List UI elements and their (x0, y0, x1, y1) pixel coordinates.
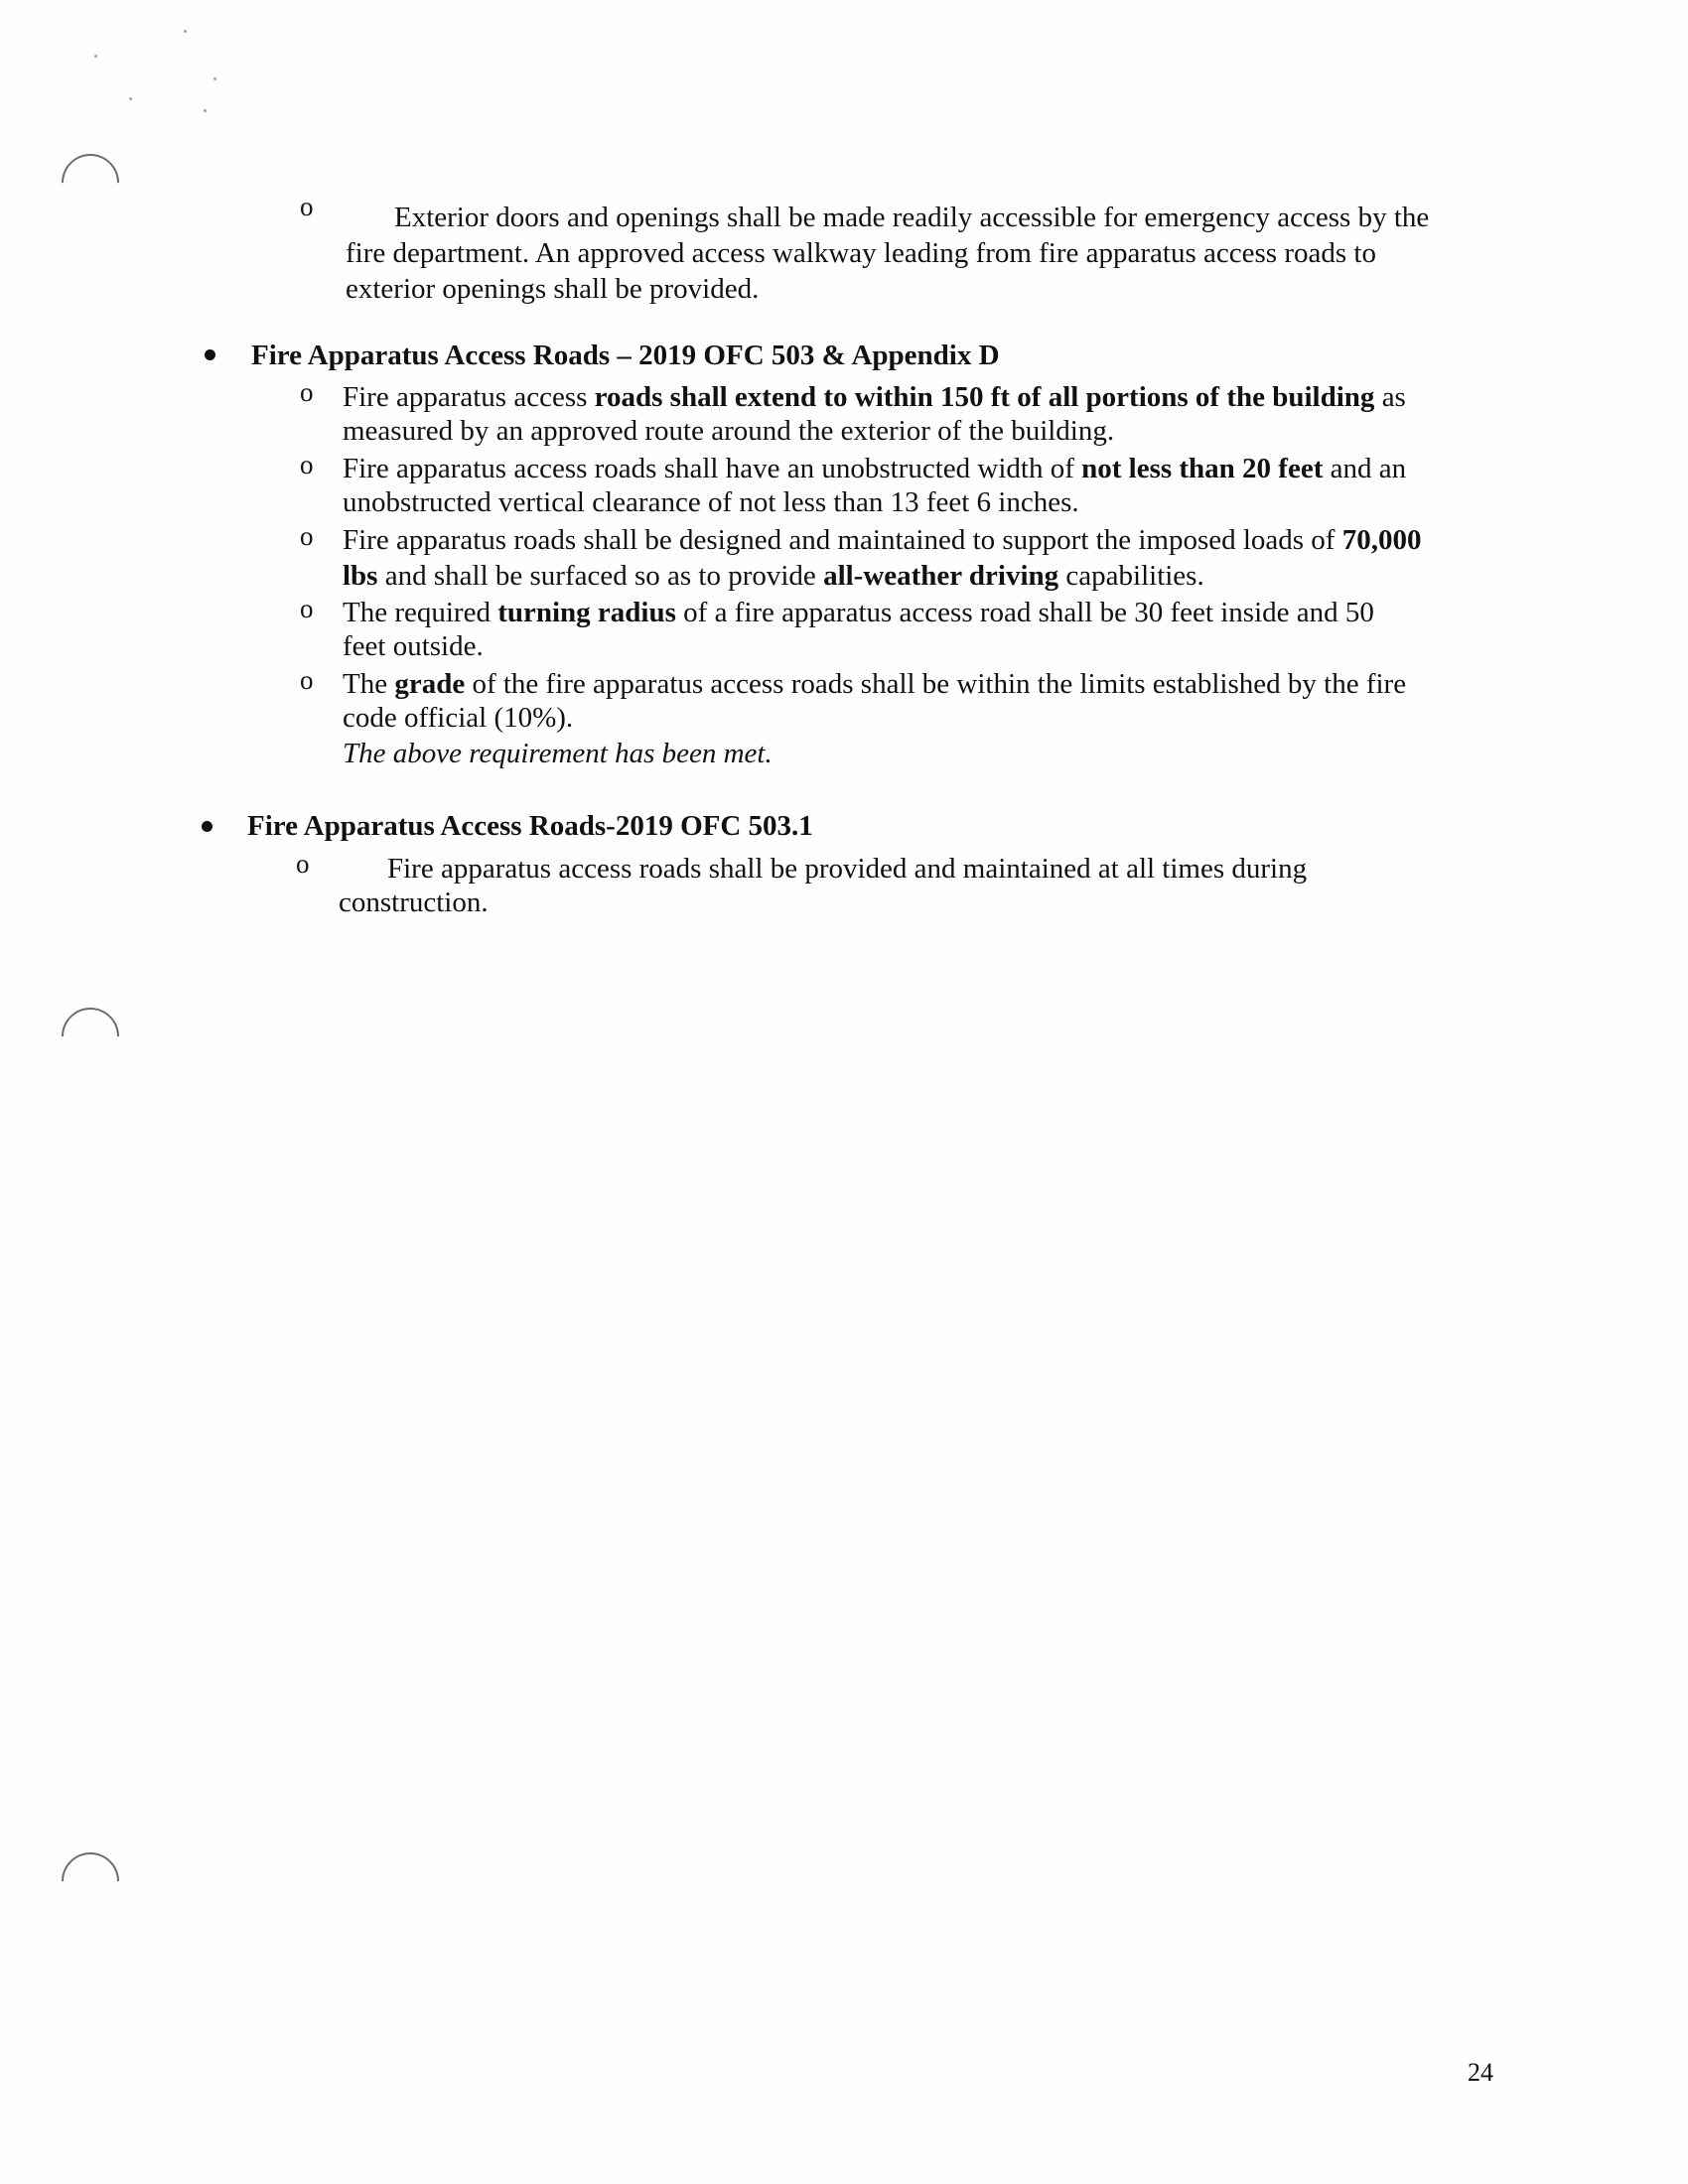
section1-item2-line-1 (343, 455, 1406, 483)
emphasis-text: not less than 20 feet (1081, 453, 1324, 484)
section1-bullet (205, 349, 215, 360)
circle-bullet: o (300, 450, 314, 479)
text-run: The required (343, 597, 498, 628)
text-run: and shall be surfaced so as to provide (377, 560, 824, 592)
section2-heading: Fire Apparatus Access Roads-2019 OFC 503.1 (247, 810, 813, 842)
section1-heading: Fire Apparatus Access Roads – 2019 OFC 503 & Appendix D (251, 340, 1000, 371)
circle-bullet: o (300, 192, 314, 221)
circle-bullet: o (296, 849, 310, 879)
text-run: Fire apparatus access (343, 381, 595, 413)
item0-line-3: exterior openings shall be provided. (346, 273, 760, 305)
circle-bullet: o (300, 521, 314, 551)
section1-item1-line-1 (343, 383, 1406, 412)
scan-speck (129, 97, 132, 100)
text-run: capabilities. (1058, 560, 1204, 592)
scan-speck (94, 55, 97, 58)
section1-item2-line-2: unobstructed vertical clearance of not less than 13 feet 6 inches. (343, 486, 1079, 518)
emphasis-text: turning radius (497, 597, 676, 628)
text-run: and an (1323, 453, 1407, 484)
text-run: as (1374, 381, 1406, 413)
punch-hole-top (50, 142, 131, 223)
item0-line-2: fire department. An approved access walkway leading from fire apparatus access roads to (346, 237, 1376, 269)
punch-hole-bottom (50, 1841, 131, 1922)
emphasis-text: all-weather driving (823, 560, 1059, 592)
circle-bullet: o (300, 594, 314, 623)
circle-bullet: o (300, 377, 314, 407)
circle-bullet: o (300, 665, 314, 695)
text-run: of a fire apparatus access road shall be 30 feet inside and 50 (675, 597, 1374, 628)
text-run: Fire apparatus roads shall be designed and maintained to support the imposed loads of (343, 524, 1342, 556)
section1-item5-line-2: code official (10%). (343, 702, 574, 734)
punch-hole-middle (50, 996, 131, 1077)
section2-bullet (202, 821, 212, 832)
emphasis-text: lbs (343, 560, 378, 592)
page-number: 24 (1468, 2058, 1493, 2087)
section1-item3-line-2 (343, 562, 1204, 591)
text-run: The (343, 668, 395, 700)
scan-speck (184, 30, 187, 33)
section1-item4-line-1 (343, 599, 1374, 627)
requirement-met-note: The above requirement has been met. (343, 738, 773, 769)
text-run: Fire apparatus access roads shall have an unobstructed width of (343, 453, 1082, 484)
scan-speck (204, 109, 207, 112)
text-run: of the fire apparatus access roads shall be within the limits established by the fire (465, 668, 1407, 700)
section2-item-line-2: construction. (339, 887, 489, 918)
section2-item-line-1: Fire apparatus access roads shall be provided and maintained at all times during (387, 853, 1308, 885)
section1-item5-line-1 (343, 670, 1406, 699)
emphasis-text: roads shall extend to within 150 ft of all portions of the building (594, 381, 1375, 413)
section1-item3-line-1 (343, 526, 1421, 555)
item0-line-1: Exterior doors and openings shall be made readily accessible for emergency access by the (394, 202, 1430, 233)
scan-speck (213, 77, 216, 80)
emphasis-text: 70,000 (1341, 524, 1422, 556)
emphasis-text: grade (394, 668, 466, 700)
section1-item4-line-2: feet outside. (343, 630, 484, 662)
section1-item1-line-2: measured by an approved route around the exterior of the building. (343, 415, 1115, 447)
